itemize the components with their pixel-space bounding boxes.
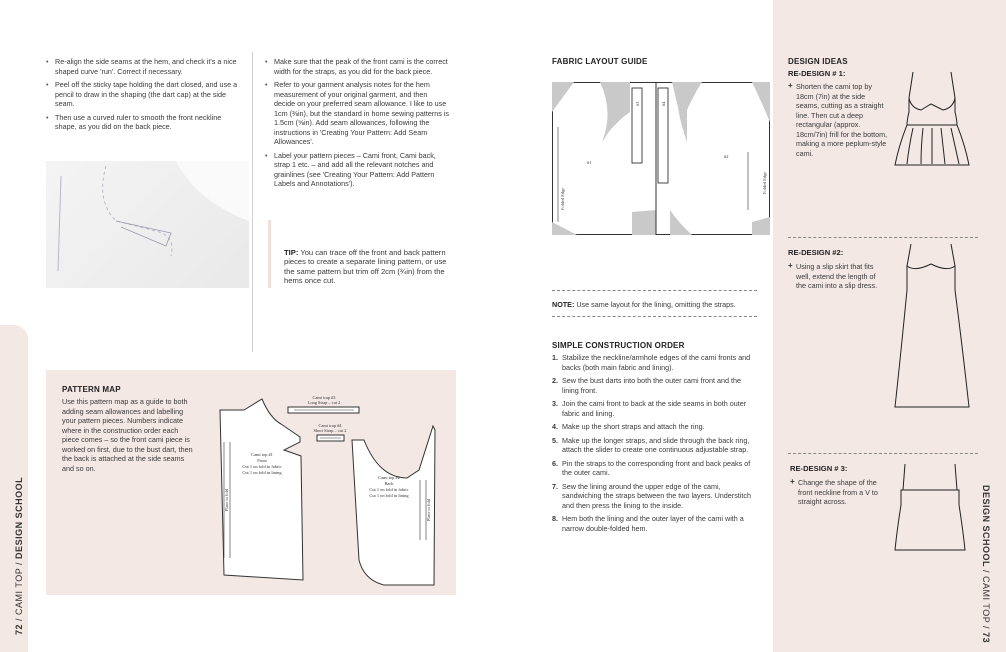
map-label: Back [384, 481, 394, 486]
redesign1-title: RE-DESIGN # 1: [788, 69, 846, 78]
tip-text: You can trace off the front and back pattern pieces to create a separate lining pattern, or use the same pattern but trim off 2cm (¾in) from the hems once cut. [284, 248, 447, 286]
list-item: • Label your pattern pieces – Cami front, Cami back, strap 1 etc. – and add all the relevant notches and grainlines (see 'Creating Your Pattern: Add Pattern Labels and Annotations'). [265, 151, 450, 189]
list-item: • Peel off the sticky tape holding the dart closed, and use a pencil to draw in the shaping (the dart cap) at the side seam. [46, 80, 238, 109]
sidebar-divider [788, 453, 978, 454]
fabric-layout-diagram [552, 82, 770, 235]
pattern-photo-drawing [46, 161, 249, 288]
redesign3-list [790, 478, 885, 510]
right-folio: DESIGN SCHOOL / CAMI TOP / 73 [981, 485, 991, 644]
layout-label: Folded Edge [560, 187, 565, 210]
back-pattern-piece [352, 426, 435, 585]
layout-label: #3 [635, 101, 640, 106]
map-label: Cami top #1 [251, 452, 273, 457]
folio-book: DESIGN SCHOOL [14, 476, 24, 559]
list-item: 5. Make up the longer straps, and slide through the back ring, attach the slider to create one continuous adjustable strap. [552, 435, 750, 454]
list-item: + Change the shape of the front neckline from a V to straight across. [790, 478, 885, 507]
folio-book: DESIGN SCHOOL [981, 485, 991, 568]
pattern-map-diagram [214, 390, 452, 590]
map-label: Cut 1 on fold in lining [369, 493, 409, 498]
map-label: Place to fold [224, 488, 229, 512]
fabric-layout-title: FABRIC LAYOUT GUIDE [552, 57, 648, 66]
map-label: Cami trap #3 [312, 395, 336, 400]
tip-label: TIP: [284, 248, 299, 257]
map-label: Cut 1 on fold in fabric [369, 487, 409, 492]
pattern-photo [46, 161, 249, 288]
list-item: + Using a slip skirt that fits well, extend the length of the cami into a slip dress. [788, 262, 883, 291]
pattern-map-text: Use this pattern map as a guide to both adding seam allowances and labelling your pattern pieces. Numbers indicate where in the construction order each piece comes – so the front cami piece is worked on first, due to the bust dart, then the back is attached at the side seams and so on. [62, 397, 193, 473]
list-item: 6. Pin the straps to the corresponding front and back peaks of the outer cami. [552, 458, 751, 477]
list-item: • Make sure that the peak of the front cami is the correct width for the straps, as you did for the back piece. [265, 57, 450, 76]
map-label: Cami top #2 [378, 475, 400, 480]
pattern-map-title: PATTERN MAP [62, 385, 121, 394]
list-item: • Re-align the side seams at the hem, and check it's a nice shaped curve 'run'. Correct if necessary. [46, 57, 238, 76]
tip-text-block [284, 248, 450, 286]
list-item: 8. Hem both the lining and the outer layer of the cami with a narrow double-folded hem. [552, 514, 744, 533]
folio-section: CAMI TOP [14, 567, 24, 615]
col2-bullet-list [265, 57, 450, 193]
note [552, 300, 762, 310]
list-item: 7. Sew the lining around the upper edge of the cami, sandwiching the straps between the two layers. Understitch and then press the lining to the inside. [552, 481, 751, 510]
list-item: 1. Stabilize the neckline/armhole edges of the cami fronts and backs (both main fabric and lining). [552, 353, 751, 372]
construction-title: SIMPLE CONSTRUCTION ORDER [552, 341, 685, 350]
layout-label: #1 [587, 160, 592, 165]
tip-box [268, 220, 451, 288]
sidebar-divider [788, 237, 978, 238]
list-item: • Refer to your garment analysis notes for the hem measurement of your original garment, and then decide on your preferred seam allowance. I like to use 1cm (⅜in), but the standard in home sewing patterns is 1.5cm (⅝in). Add seam allowances, following the instructions in 'Creating Your Pattern: Add Seam Allowances'. [265, 80, 450, 147]
note-label: NOTE: [552, 300, 575, 309]
redesign2-title: RE-DESIGN #2: [788, 248, 844, 257]
list-item: • Then use a curved ruler to smooth the front neckline shape, as you did on the back piece. [46, 113, 238, 132]
front-pattern-piece [220, 399, 303, 580]
left-column-divider [252, 52, 253, 352]
construction-steps [552, 353, 757, 537]
redesign3-sketch [893, 460, 973, 555]
layout-label: #4 [661, 101, 666, 106]
col1-bullet-list [46, 57, 238, 136]
redesign3-title: RE-DESIGN # 3: [790, 464, 848, 473]
page-number: 73 [981, 632, 991, 644]
list-item: 4. Make up the short straps and attach the ring. [552, 422, 705, 431]
redesign2-list [788, 262, 883, 294]
map-label: Short Strap – cut 2 [313, 428, 347, 433]
design-ideas-title: DESIGN IDEAS [788, 57, 848, 66]
map-label: Place to fold [426, 498, 431, 522]
pattern-map-panel [46, 370, 456, 595]
layout-label: #2 [724, 154, 729, 159]
map-label: Cut 1 on fold in fabric [242, 464, 282, 469]
note-text: Use same layout for the lining, omitting the straps. [576, 300, 736, 309]
list-item: 3. Join the cami front to back at the side seams in both outer fabric and lining. [552, 399, 747, 418]
layout-label: Folded Edge [762, 171, 767, 194]
map-label: Long Strap – cut 2 [307, 400, 341, 405]
map-label: Front [257, 458, 267, 463]
redesign2-sketch [893, 242, 973, 410]
note-divider-bottom [552, 316, 757, 317]
page-number: 72 [14, 623, 24, 635]
list-item: 2. Sew the bust darts into both the outer cami front and the lining front. [552, 376, 741, 395]
map-label: Cami trap #4 [318, 423, 342, 428]
folio-section: CAMI TOP [981, 576, 991, 624]
redesign1-sketch [893, 70, 973, 170]
note-divider-top [552, 290, 757, 291]
left-folio: 72 / CAMI TOP / DESIGN SCHOOL [14, 476, 24, 635]
map-label: Cut 1 on fold in lining [242, 470, 282, 475]
redesign1-list [788, 82, 888, 161]
list-item: + Shorten the cami top by 18cm (7in) at the side seams, cutting as a straight line. Then cut a deep rectangular (approx. 18cm/7in) frill for the bottom, making a more peplum-style cami. [788, 82, 888, 158]
